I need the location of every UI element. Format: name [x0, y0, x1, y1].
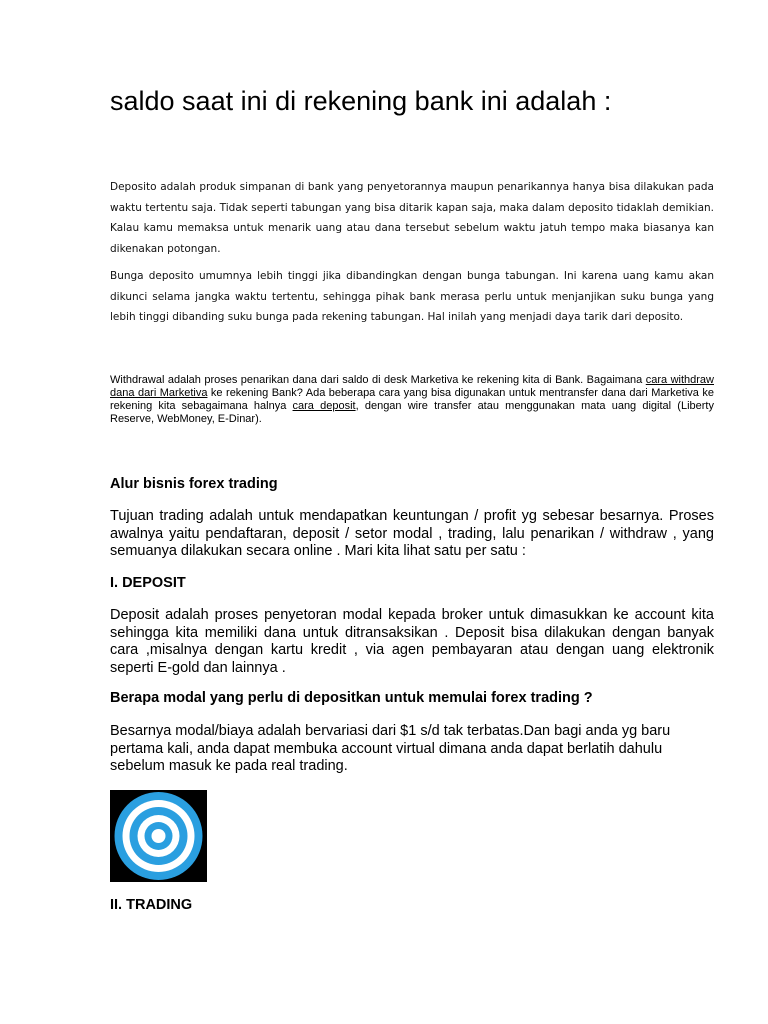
deposito-paragraph-2: Bunga deposito umumnya lebih tinggi jika dibandingkan dengan bunga tabungan. Ini karena uang kamu akan dikunci selama jangka waktu tertentu, sehingga pihak bank merasa perlu untuk menjanjikan suku bunga yang lebih tinggi dibanding suku bunga pada rekening tabungan. Hal inilah yang menjadi daya tarik dari deposito.: [110, 270, 714, 323]
heading-modal: Berapa modal yang perlu di depositkan untuk memulai forex trading ?: [110, 690, 593, 706]
deposit-link[interactable]: cara deposit: [292, 400, 356, 412]
heading-trading: II. TRADING: [110, 897, 193, 913]
withdraw-link[interactable]: cara withdraw dana dari Marketiva: [110, 374, 714, 399]
withdrawal-text-1: Withdrawal adalah proses penarikan dana dari saldo di desk Marketiva ke rekening kita di Bank. Bagaimana: [110, 374, 646, 386]
page-title: saldo saat ini di rekening bank ini adalah :: [110, 86, 612, 116]
target-icon: [110, 790, 207, 882]
tujuan-paragraph: Tujuan trading adalah untuk mendapatkan keuntungan / profit yg sebesar besarnya. Proses awalnya yaitu pendaftaran, deposit / setor modal , trading, lalu penarikan / withdraw , yang semuanya dilakukan secara online . Mari kita lihat satu per satu :: [110, 508, 714, 559]
deposit-paragraph: Deposit adalah proses penyetoran modal kepada broker untuk dimasukkan ke account kita sehingga kita memiliki dana untuk ditransaksikan . Deposit bisa dilakukan dengan banyak cara ,misalnya dengan kartu kredit , via agen pembayaran atau dengan uang elektronik seperti E-gold dan lainnya .: [110, 607, 714, 676]
heading-deposit: I. DEPOSIT: [110, 575, 186, 591]
besarnya-paragraph: Besarnya modal/biaya adalah bervariasi dari $1 s/d tak terbatas.Dan bagi anda yg baru pertama kali, anda dapat membuka account virtual dimana anda dapat berlatih dahulu sebelum masuk ke pada real trading.: [110, 723, 671, 774]
withdrawal-text-3: , dengan wire transfer atau menggunakan mata uang digital (Liberty Reserve, WebMoney, E-Dinar).: [110, 400, 714, 425]
withdrawal-text-2: ke rekening Bank? Ada beberapa cara yang bisa digunakan untuk mentransfer dana dari Marketiva ke rekening kita sebagaimana halnya: [110, 387, 714, 412]
withdrawal-paragraph: [110, 374, 714, 426]
deposito-paragraph-1: Deposito adalah produk simpanan di bank yang penyetorannya maupun penarikannya hanya bisa dilakukan pada waktu tertentu saja. Tidak seperti tabungan yang bisa ditarik kapan saja, maka dalam deposito tidaklah demikian. Kalau kamu memaksa untuk menarik uang atau dana tersebut sebelum waktu jatuh tempo maka biasanya kan dikenakan potongan.: [110, 181, 714, 255]
heading-alur-bisnis: Alur bisnis forex trading: [110, 476, 278, 492]
target-image: [110, 790, 207, 882]
